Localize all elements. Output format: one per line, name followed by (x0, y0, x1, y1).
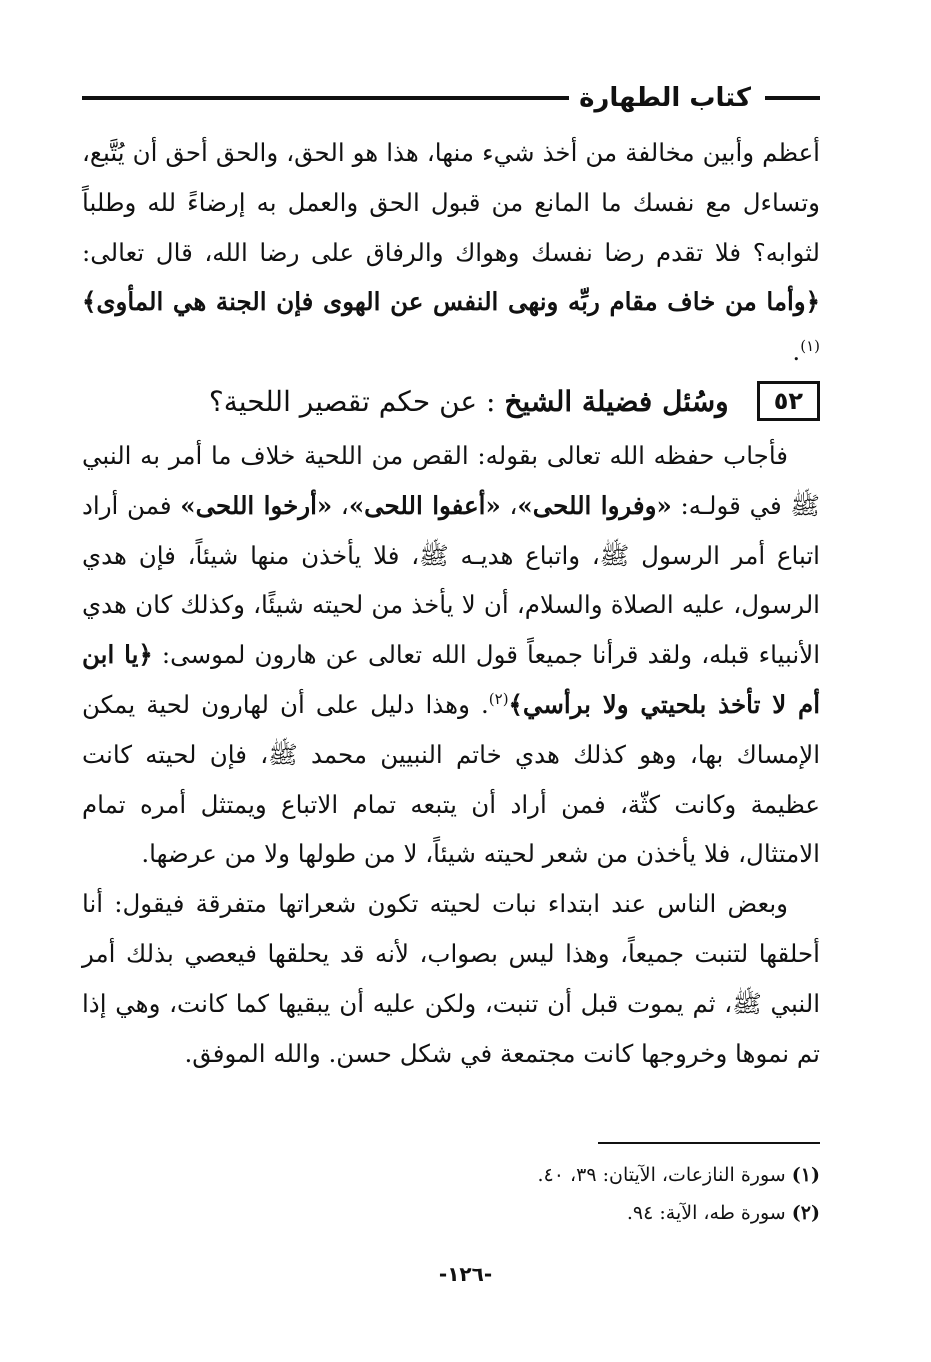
footnote-ref-2: (٢) (488, 689, 509, 708)
running-header (82, 78, 820, 118)
footnote-1 (82, 1156, 820, 1194)
footnote-ref-1: (١) (800, 337, 820, 356)
separator: ، (500, 490, 518, 520)
separator: ، (332, 490, 349, 520)
footnote-text: سورة النازعات، الآيتان: ٣٩، ٤٠. (537, 1164, 786, 1186)
quran-verse: ﴿وأما من خاف مقام ربِّه ونهى النفس عن الهوى فإن الجنة هي المأوى﴾ (82, 287, 820, 317)
answer-text-c: . وهذا دليل على أن لهارون لحية يمكن الإمساك بها، وهو كذلك هدي خاتم النبيين محمد ﷺ، فإن لحيته كانت عظيمة وكانت كثّة، فمن أراد أن يتبعه تمام الاتباع ويمتثل أمره تمام الامتثال، فلا يأخذن من شعر لحيته شيئاً، لا من طولها ولا من عرضها. (82, 689, 820, 869)
intro-end: . (792, 337, 801, 367)
header-dash (765, 96, 820, 100)
header-rule (82, 96, 569, 100)
header-title: كتاب الطهارة (579, 83, 751, 113)
question-number: ٥٢ (757, 381, 820, 421)
answer-body (82, 431, 820, 1078)
footnote-number: (١) (791, 1164, 820, 1186)
answer-paragraph-2: وبعض الناس عند ابتداء نبات لحيته تكون شعراتها متفرقة فيقول: أنا أحلقها لتنبت جميعاً، وهذا ليس بصواب، لأنه قد يحلقها فيعصي بذلك أمر النبي ﷺ، ثم يموت قبل أن تنبت، ولكن عليه أن يبقيها كما كانت، وهي إذا تم نموها وخروجها كانت مجتمعة في شكل حسن. والله الموفق. (82, 889, 820, 1068)
hadith-2: «أعفوا اللحى» (348, 490, 501, 520)
footnote-2 (82, 1194, 820, 1232)
quran-verse-2: ﴿يا ابن أم لا تأخذ بلحيتي ولا برأسي﴾ (82, 640, 821, 719)
intro-paragraph (82, 128, 820, 377)
question-text (209, 385, 729, 418)
answer-text-b: فمن أراد اتباع أمر الرسول ﷺ، واتباع هديـه ﷺ، فلا يأخذن منها شيئاً، فإن هدي الرسول، عليه الصلاة والسلام، أن لا يأخذ من لحيته شيئًا، وكذلك كان هدي الأنبياء قبله، ولقد قرأنا جميعاً قول الله تعالى عن هارون لموسى: (82, 490, 820, 670)
question-lead: وسُئل فضيلة الشيخ (504, 384, 729, 418)
answer-paragraph-1 (82, 431, 820, 879)
page-number: -١٢٦- (438, 1262, 493, 1286)
question-body: : عن حكم تقصير اللحية؟ (208, 384, 496, 418)
footnotes (82, 1156, 820, 1232)
question-heading (82, 376, 820, 426)
answer-text-a: فأجاب حفظه الله تعالى بقوله: القص من اللحية خلاف ما أمر به النبي ﷺ في قولـه: (82, 441, 821, 520)
intro-text: أعظم وأبين مخالفة من أخذ شيء منها، هذا هو الحق، والحق أحق أن يُتَّبع، وتساءل مع نفسك ما المانع من قبول الحق والعمل به إرضاءً لله وطلباً لثوابه؟ فلا تقدم رضا نفسك وهواك والرفاق على رضا الله، قال تعالى: (82, 138, 820, 267)
hadith-3: «أرخوا اللحى» (180, 490, 333, 520)
footnote-separator (598, 1142, 820, 1144)
footnote-number: (٢) (791, 1202, 820, 1224)
footnote-text: سورة طه، الآية: ٩٤. (626, 1202, 786, 1224)
hadith-1: «وفروا اللحى» (517, 490, 672, 520)
